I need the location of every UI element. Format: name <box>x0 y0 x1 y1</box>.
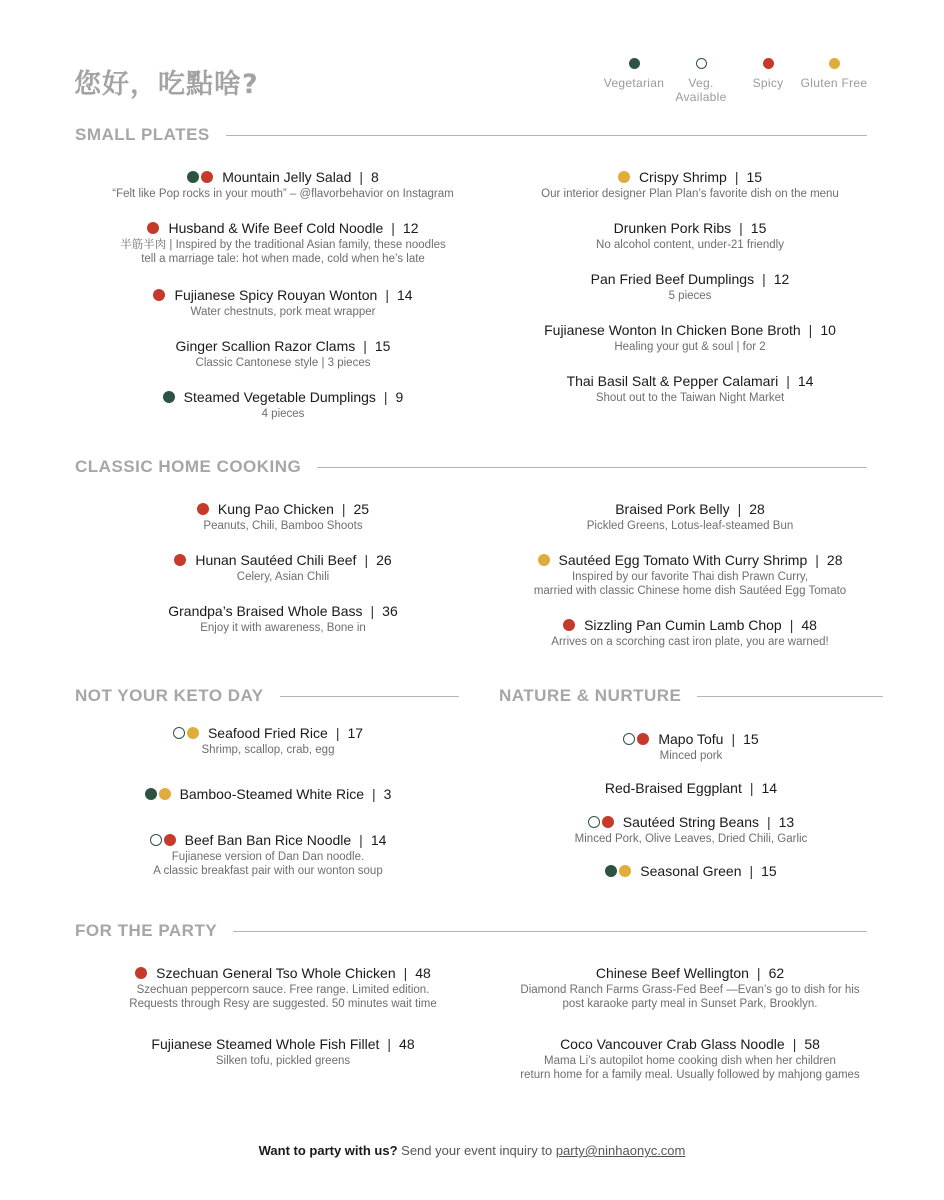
dish-price: 14 <box>370 832 387 848</box>
spicy-dot-icon <box>164 834 176 846</box>
dish-price: 15 <box>761 863 777 879</box>
dish-price: 15 <box>374 338 391 354</box>
menu-item <box>83 1035 483 1068</box>
dietary-markers <box>147 222 161 234</box>
dietary-markers <box>618 171 632 183</box>
dish-price: 15 <box>750 220 767 236</box>
footer-lead: Want to party with us? <box>258 1143 398 1158</box>
price-separator: | <box>767 814 771 830</box>
dish-name: Braised Pork Belly <box>615 501 730 517</box>
section-nature-and-nurture <box>499 686 883 706</box>
menu-item-line <box>490 168 890 186</box>
dish-name: Thai Basil Salt & Pepper Calamari <box>566 373 779 389</box>
dish-name: Coco Vancouver Crab Glass Noodle <box>560 1036 785 1052</box>
dietary-markers <box>173 727 201 739</box>
menu-item-line <box>83 1035 483 1053</box>
dish-price: 12 <box>402 220 419 236</box>
gluten-free-dot-icon <box>538 554 550 566</box>
dietary-markers <box>538 554 552 566</box>
dish-name: Fujianese Wonton In Chicken Bone Broth <box>544 322 801 338</box>
dish-name: Szechuan General Tso Whole Chicken <box>156 965 396 981</box>
price-separator: | <box>359 169 364 185</box>
dietary-markers <box>563 619 577 631</box>
price-separator: | <box>762 271 766 287</box>
dish-description: Fujianese version of Dan Dan noodle. A classic breakfast pair with our wonton soup <box>153 851 383 877</box>
section-for-the-party <box>75 921 867 941</box>
dish-description: Enjoy it with awareness, Bone in <box>200 622 366 634</box>
dish-price: 48 <box>415 965 431 981</box>
legend-label: Spicy <box>752 76 784 90</box>
dish-price: 26 <box>376 552 392 568</box>
price-separator: | <box>385 287 389 303</box>
dish-description: No alcohol content, under-21 friendly <box>596 239 784 251</box>
menu-item-line <box>490 321 890 339</box>
price-separator: | <box>403 965 408 981</box>
dietary-markers <box>174 554 188 566</box>
dish-name: Seasonal Green <box>640 863 742 879</box>
price-separator: | <box>391 220 395 236</box>
dish-description: 半筋半肉 | Inspired by the traditional Asian family, these noodles tell a marriage tale: hot when made, cold when he’s late <box>120 239 446 265</box>
dish-description: Pickled Greens, Lotus-leaf-steamed Bun <box>586 520 794 532</box>
price-separator: | <box>341 501 346 517</box>
price-separator: | <box>789 617 794 633</box>
section-classic-home-cooking <box>75 457 867 477</box>
dish-description: 5 pieces <box>668 290 712 302</box>
dish-description: Minced pork <box>659 750 723 762</box>
section-not-your-keto-day <box>75 686 459 706</box>
dish-name: Bamboo-Steamed White Rice <box>179 786 364 802</box>
legend-label: Vegetarian <box>603 76 665 90</box>
dish-price: 28 <box>749 501 765 517</box>
section-title: NATURE & NURTURE <box>499 686 682 705</box>
menu-item <box>491 813 891 846</box>
dish-price: 48 <box>399 1036 415 1052</box>
menu-item-line <box>83 964 483 982</box>
menu-item-line <box>83 286 483 304</box>
dish-price: 15 <box>743 731 759 747</box>
price-separator: | <box>731 731 736 747</box>
section-title: SMALL PLATES <box>75 125 210 144</box>
gluten-free-dot-icon <box>187 727 199 739</box>
menu-item-line <box>83 168 483 186</box>
menu-item <box>83 286 483 319</box>
spicy-dot-icon <box>637 733 649 745</box>
dish-name: Fujianese Steamed Whole Fish Fillet <box>151 1036 380 1052</box>
menu-item-line <box>68 785 468 803</box>
dish-name: Hunan Sautéed Chili Beef <box>195 552 357 568</box>
section-divider <box>226 135 867 136</box>
dish-description: Szechuan peppercorn sauce. Free range. Limited edition. Requests through Resy are suggested. 50 minutes wait time <box>129 984 437 1010</box>
menu-item <box>490 551 890 598</box>
menu-item <box>490 1035 890 1082</box>
menu-item <box>83 551 483 584</box>
spicy-dot-icon <box>197 503 209 515</box>
vegetarian-dot-icon <box>145 788 157 800</box>
menu-item-line <box>490 270 890 288</box>
spicy-dot-icon <box>201 171 213 183</box>
spicy-dot-icon <box>602 816 614 828</box>
footer-text: Send your event inquiry to <box>401 1143 553 1158</box>
menu-item <box>490 321 890 354</box>
price-separator: | <box>387 1036 392 1052</box>
vegetarian-dot-icon <box>605 865 617 877</box>
dish-price: 9 <box>395 389 404 405</box>
dish-price: 14 <box>396 287 413 303</box>
section-title: CLASSIC HOME COOKING <box>75 457 302 476</box>
spicy-dot-icon <box>135 967 147 979</box>
dish-name: Drunken Pork Ribs <box>613 220 732 236</box>
menu-item-line <box>490 372 890 390</box>
menu-item <box>490 500 890 533</box>
spicy-dot-icon <box>147 222 159 234</box>
price-separator: | <box>363 338 367 354</box>
menu-item <box>83 964 483 1011</box>
menu-item-line <box>83 388 483 406</box>
dish-description: Mama Li’s autopilot home cooking dish when her children return home for a family meal. Usually followed by mahjong games <box>520 1055 860 1081</box>
legend-gluten-free <box>794 58 874 90</box>
dietary-markers <box>605 865 633 877</box>
dish-description: “Felt like Pop rocks in your mouth” – @flavorbehavior on Instagram <box>112 188 454 200</box>
menu-item-line <box>490 1035 890 1053</box>
dietary-markers <box>197 503 211 515</box>
price-separator: | <box>370 603 375 619</box>
menu-item-line <box>83 337 483 355</box>
dietary-markers <box>187 171 215 183</box>
dish-description: Shrimp, scallop, crab, egg <box>201 744 335 756</box>
menu-item <box>68 785 468 803</box>
spicy-dot-icon <box>153 289 165 301</box>
dish-name: Sautéed Egg Tomato With Curry Shrimp <box>558 552 808 568</box>
price-separator: | <box>734 169 739 185</box>
dish-name: Crispy Shrimp <box>638 169 727 185</box>
spicy-dot-icon <box>763 58 774 69</box>
dish-name: Red-Braised Eggplant <box>604 780 742 796</box>
dish-name: Husband & Wife Beef Cold Noodle <box>168 220 384 236</box>
section-title: FOR THE PARTY <box>75 921 218 940</box>
menu-item <box>491 779 891 797</box>
dish-price: 14 <box>761 780 778 796</box>
menu-item <box>490 964 890 1011</box>
menu-item-line <box>490 964 890 982</box>
price-separator: | <box>808 322 813 338</box>
dish-name: Beef Ban Ban Rice Noodle <box>184 832 352 848</box>
dish-description: Minced Pork, Olive Leaves, Dried Chili, Garlic <box>574 833 808 845</box>
spicy-dot-icon <box>563 619 575 631</box>
dish-name: Grandpa’s Braised Whole Bass <box>168 603 363 619</box>
section-title: NOT YOUR KETO DAY <box>75 686 264 705</box>
dish-price: 12 <box>773 271 790 287</box>
dish-price: 8 <box>371 169 379 185</box>
menu-item <box>83 219 483 266</box>
dietary-markers <box>135 967 149 979</box>
dish-price: 25 <box>353 501 370 517</box>
dish-name: Ginger Scallion Razor Clams <box>175 338 356 354</box>
dish-price: 62 <box>768 965 785 981</box>
dish-name: Pan Fried Beef Dumplings <box>590 271 755 287</box>
dish-description: Our interior designer Plan Plan’s favorite dish on the menu <box>541 188 839 200</box>
dish-name: Chinese Beef Wellington <box>595 965 749 981</box>
dietary-markers <box>150 834 178 846</box>
menu-item <box>490 168 890 201</box>
price-separator: | <box>815 552 819 568</box>
dish-description: Inspired by our favorite Thai dish Prawn Curry, married with classic Chinese home dish Sautéed Egg Tomato <box>533 571 847 597</box>
price-separator: | <box>383 389 388 405</box>
menu-item-line <box>490 551 890 569</box>
dish-name: Seafood Fried Rice <box>207 725 328 741</box>
dish-price: 58 <box>804 1036 820 1052</box>
dish-price: 15 <box>746 169 763 185</box>
legend-label: Gluten Free <box>800 76 868 90</box>
veg-available-dot-icon <box>588 816 600 828</box>
dish-description: Arrives on a scorching cast iron plate, you are warned! <box>551 636 829 648</box>
menu-item <box>491 862 891 880</box>
section-divider <box>697 696 883 697</box>
vegetarian-dot-icon <box>187 171 199 183</box>
vegetarian-dot-icon <box>163 391 175 403</box>
price-separator: | <box>756 965 761 981</box>
legend-label: Veg. Available <box>675 76 727 104</box>
price-separator: | <box>739 220 743 236</box>
footer-party-inquiry <box>0 1143 944 1158</box>
menu-item <box>68 831 468 878</box>
menu-item-line <box>490 500 890 518</box>
dietary-markers <box>145 788 173 800</box>
dietary-markers <box>163 391 177 403</box>
dish-description: Shout out to the Taiwan Night Market <box>595 392 785 404</box>
veg-available-dot-icon <box>173 727 185 739</box>
veg-available-dot-icon <box>623 733 635 745</box>
menu-item-line <box>68 724 468 742</box>
veg-available-dot-icon <box>696 58 707 69</box>
menu-item-line <box>490 219 890 237</box>
dish-price: 48 <box>801 617 817 633</box>
page-title: 您好，吃點啥? <box>74 69 259 100</box>
price-separator: | <box>737 501 742 517</box>
menu-item <box>490 270 890 303</box>
menu-item-line <box>83 551 483 569</box>
section-small-plates <box>75 125 867 145</box>
dish-description: Silken tofu, pickled greens <box>215 1055 351 1067</box>
dish-name: Sizzling Pan Cumin Lamb Chop <box>584 617 782 633</box>
dish-price: 14 <box>797 373 814 389</box>
menu-item <box>68 724 468 757</box>
menu-item-line <box>490 616 890 634</box>
dish-price: 36 <box>382 603 398 619</box>
price-separator: | <box>749 780 754 796</box>
dish-price: 17 <box>347 725 364 741</box>
menu-item <box>83 388 483 421</box>
price-separator: | <box>359 832 363 848</box>
menu-item <box>490 372 890 405</box>
section-divider <box>280 696 459 697</box>
menu-item-line <box>83 219 483 237</box>
dietary-markers <box>588 816 616 828</box>
menu-item-line <box>491 862 891 880</box>
menu-item-line <box>83 602 483 620</box>
price-separator: | <box>749 863 754 879</box>
menu-item-line <box>491 730 891 748</box>
menu-item-line <box>68 831 468 849</box>
party-email-link[interactable]: party@ninhaonyc.com <box>555 1143 686 1158</box>
menu-item <box>83 500 483 533</box>
menu-item <box>490 219 890 252</box>
dietary-markers <box>153 289 167 301</box>
veg-available-dot-icon <box>150 834 162 846</box>
price-separator: | <box>335 725 340 741</box>
dish-description: 4 pieces <box>261 408 305 420</box>
gluten-free-dot-icon <box>619 865 631 877</box>
dish-description: Classic Cantonese style | 3 pieces <box>195 357 371 369</box>
menu-item-line <box>491 813 891 831</box>
price-separator: | <box>786 373 790 389</box>
price-separator: | <box>364 552 369 568</box>
menu-item <box>490 616 890 649</box>
dish-name: Mapo Tofu <box>658 731 724 747</box>
menu-item <box>83 168 483 201</box>
gluten-free-dot-icon <box>618 171 630 183</box>
menu-item-line <box>83 500 483 518</box>
dish-name: Mountain Jelly Salad <box>222 169 352 185</box>
dietary-markers <box>623 733 651 745</box>
gluten-free-dot-icon <box>159 788 171 800</box>
dish-name: Steamed Vegetable Dumplings <box>183 389 376 405</box>
dish-price: 3 <box>383 786 392 802</box>
menu-item <box>83 337 483 370</box>
menu-item <box>83 602 483 635</box>
gluten-free-dot-icon <box>829 58 840 69</box>
dish-price: 28 <box>826 552 843 568</box>
dish-name: Sautéed String Beans <box>622 814 759 830</box>
dish-price: 13 <box>778 814 795 830</box>
dish-description: Water chestnuts, pork meat wrapper <box>190 306 376 318</box>
dish-description: Diamond Ranch Farms Grass-Fed Beef —Evan’s go to dish for his post karaoke party meal in Sunset Park, Brooklyn. <box>520 984 860 1010</box>
section-divider <box>317 467 867 468</box>
dish-price: 10 <box>820 322 836 338</box>
dish-description: Peanuts, Chili, Bamboo Shoots <box>203 520 363 532</box>
dish-name: Fujianese Spicy Rouyan Wonton <box>174 287 378 303</box>
vegetarian-dot-icon <box>629 58 640 69</box>
dish-name: Kung Pao Chicken <box>217 501 334 517</box>
dish-description: Healing your gut & soul | for 2 <box>614 341 766 353</box>
section-divider <box>233 931 867 932</box>
menu-item <box>491 730 891 763</box>
price-separator: | <box>371 786 376 802</box>
dish-description: Celery, Asian Chili <box>236 571 330 583</box>
spicy-dot-icon <box>174 554 186 566</box>
price-separator: | <box>792 1036 797 1052</box>
menu-item-line <box>491 779 891 797</box>
